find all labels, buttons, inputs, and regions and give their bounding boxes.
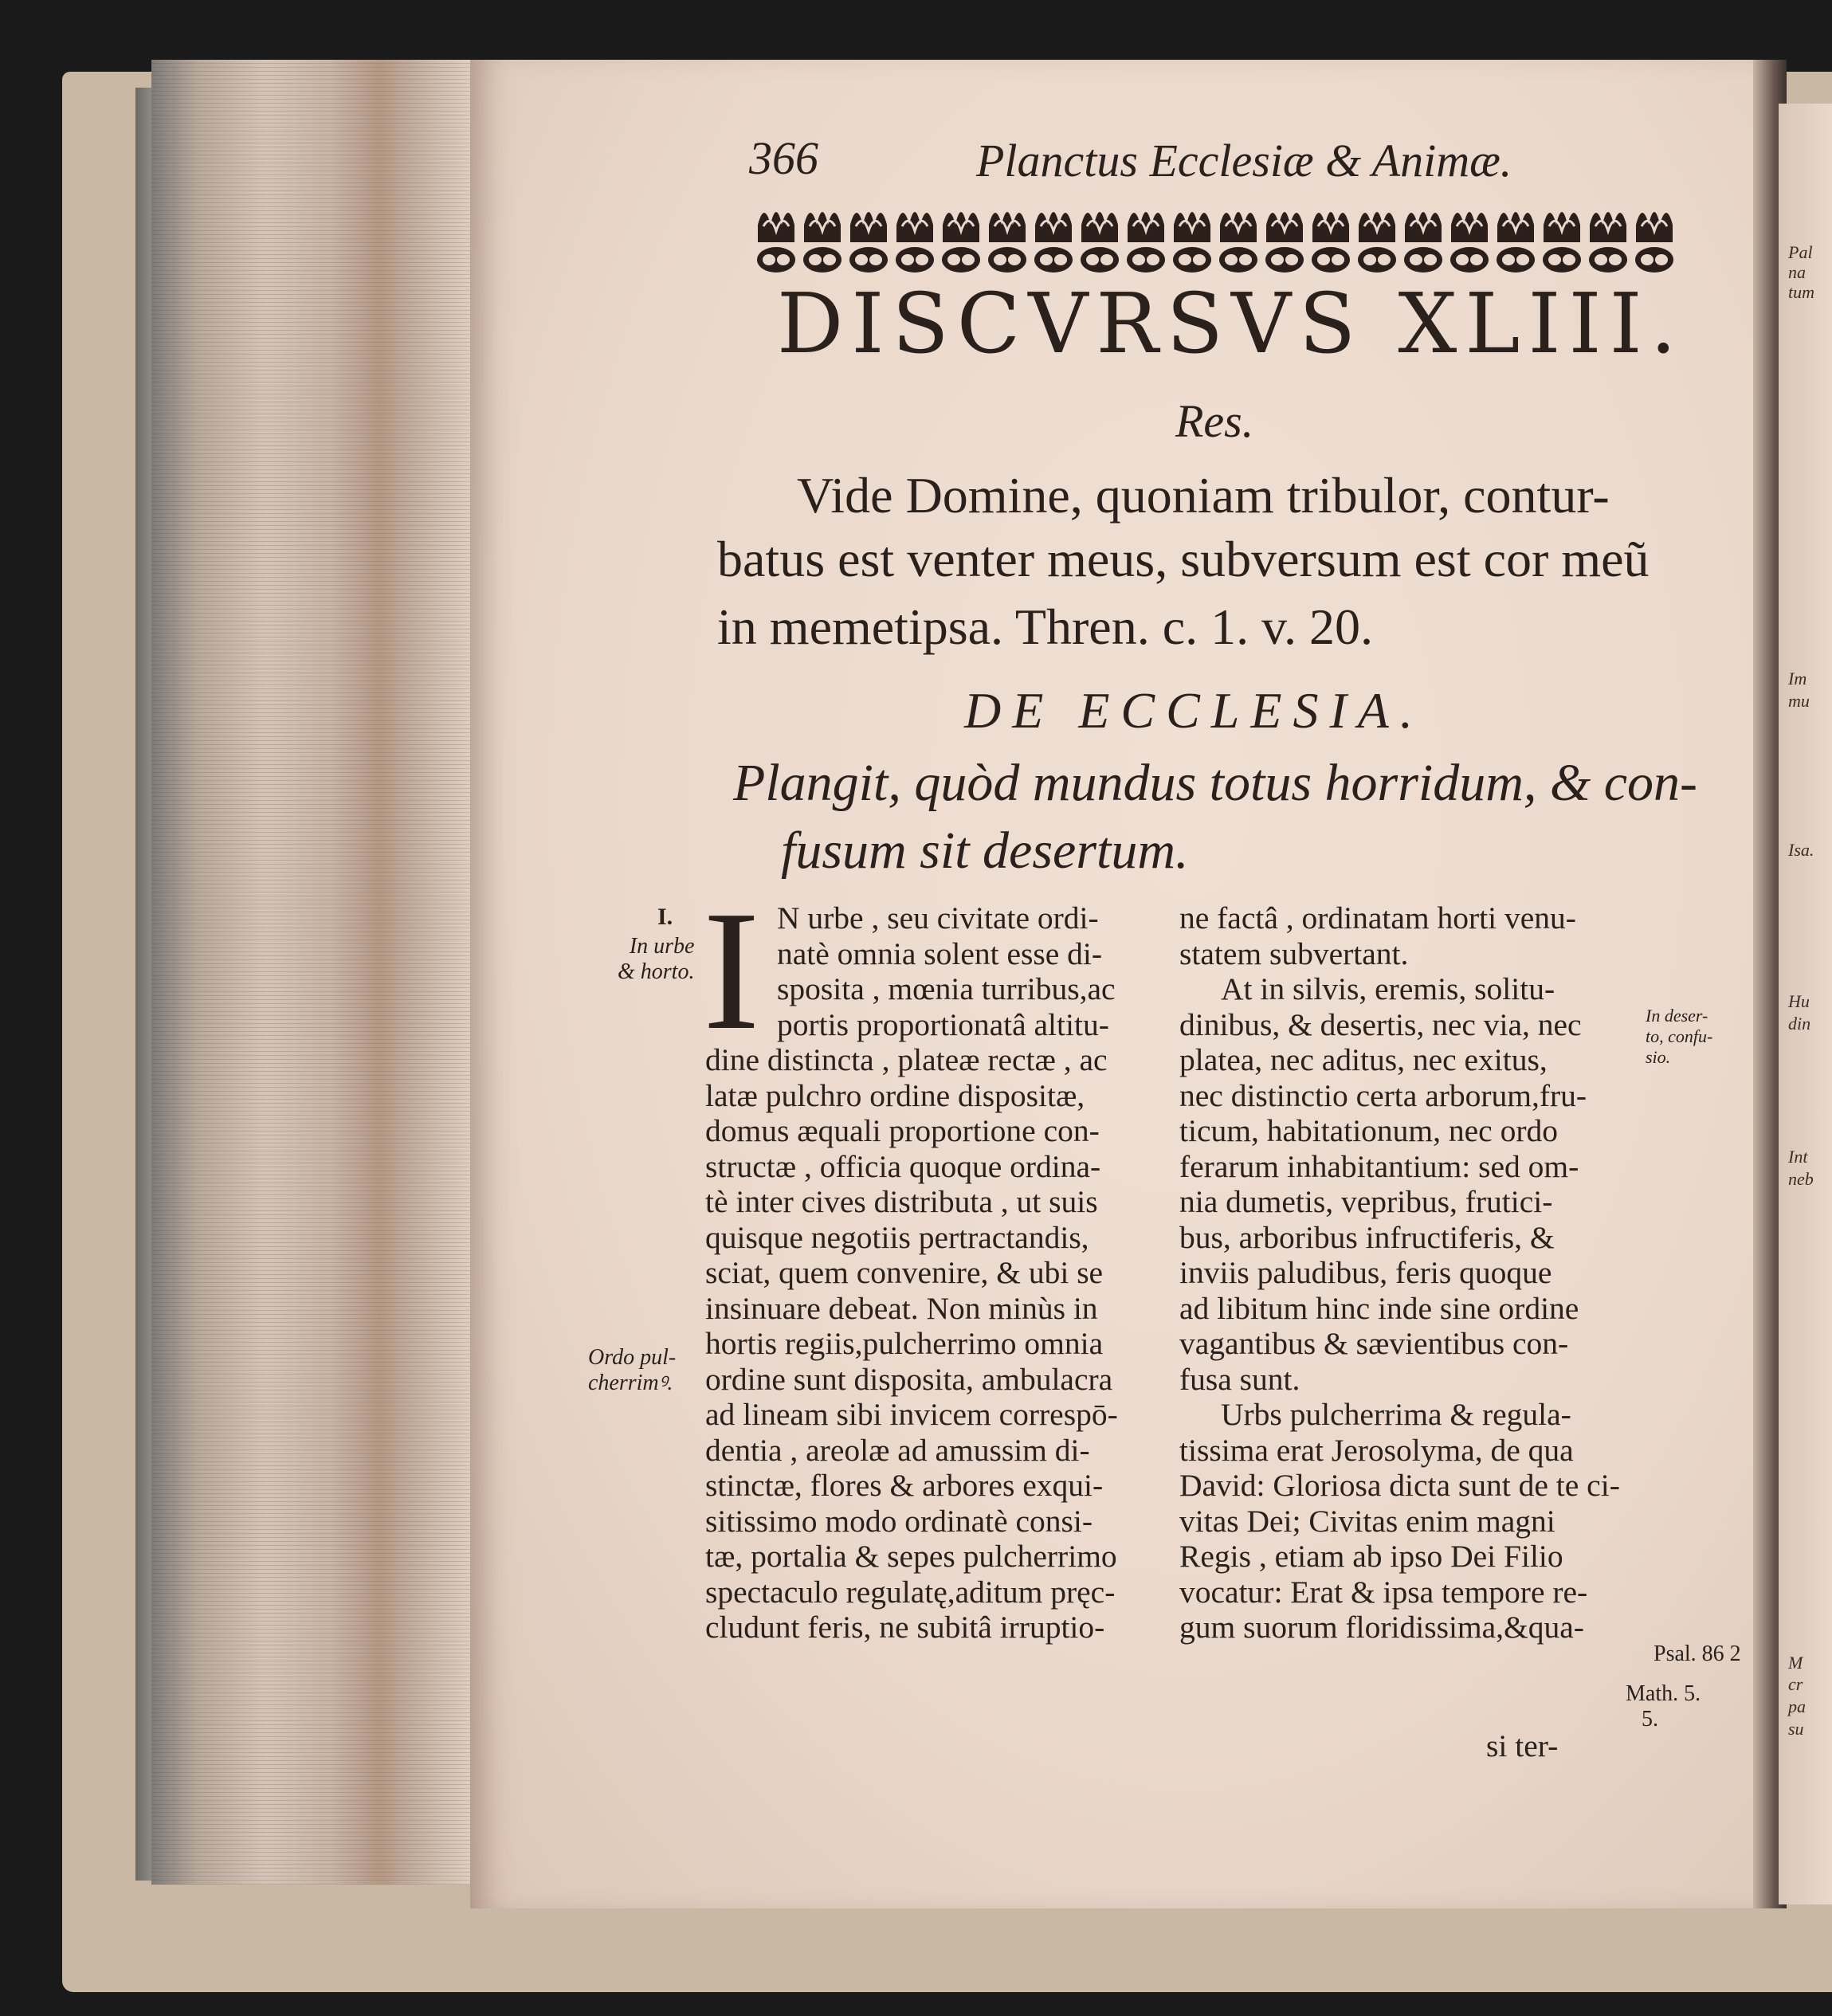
next-page-fragment: pa: [1788, 1696, 1806, 1716]
text-line: portis proportionatâ altitu-: [777, 1006, 1109, 1042]
margin-note-line: & horto.: [618, 959, 695, 984]
text-line: fusa sunt.: [1179, 1361, 1300, 1397]
margin-note-in-urbe: [618, 934, 694, 985]
text-line: gum suorum floridissima,&qua-: [1179, 1610, 1584, 1645]
text-line: dine distincta , plateæ rectæ , ac: [705, 1042, 1108, 1077]
text-line: vagantibus & sævientibus con-: [1179, 1326, 1569, 1361]
margin-note-line: sio.: [1646, 1047, 1671, 1067]
catchword: si ter-: [1486, 1728, 1559, 1763]
text-line: ticum, habitationum, nec ordo: [1179, 1113, 1558, 1148]
text-line: insinuare debeat. Non minùs in: [705, 1290, 1098, 1326]
text-line: cludunt feris, ne subitâ irruptio-: [705, 1610, 1105, 1645]
text-line: sposita , mœnia turribus,ac: [777, 971, 1116, 1006]
next-page-fragment: su: [1788, 1719, 1804, 1739]
text-line: tè inter cives distributa , ut suis: [705, 1184, 1098, 1219]
text-line: vocatur: Erat & ipsa tempore re-: [1179, 1574, 1588, 1610]
text-line: latæ pulchro ordine dispositæ,: [705, 1077, 1085, 1113]
text-line: Urbs pulcherrima & regula-: [1221, 1397, 1571, 1432]
margin-note-number: I.: [657, 904, 673, 930]
text-line: N urbe , seu civitate ordi-: [777, 900, 1099, 935]
text-line: nia dumetis, vepribus, frutici-: [1179, 1184, 1553, 1219]
next-page-fragment: Isa.: [1788, 840, 1814, 860]
verse-line: batus est venter meus, subversum est cor meũ: [717, 531, 1650, 587]
next-page-fragment: Im: [1788, 669, 1807, 688]
margin-note-line: Math. 5.: [1626, 1681, 1701, 1706]
text-line: inviis paludibus, feris quoque: [1179, 1255, 1552, 1290]
text-line: bus, arboribus infructiferis, &: [1179, 1219, 1555, 1255]
right-text-column: [1179, 900, 1620, 1645]
verse-line: in memetipsa. Thren. c. 1. v. 20.: [717, 598, 1373, 655]
text-line: ad libitum hinc inde sine ordine: [1179, 1290, 1579, 1326]
left-text-column: [703, 875, 1118, 1645]
next-page-fragment: na: [1788, 262, 1806, 282]
text-line: platea, nec aditus, nec exitus,: [1179, 1042, 1548, 1077]
next-page-fragment: neb: [1788, 1169, 1814, 1189]
page-number: 366: [749, 132, 818, 184]
text-line: stinctæ, flores & arbores exqui-: [705, 1468, 1104, 1503]
summary-line: fusum sit desertum.: [781, 822, 1189, 880]
margin-note-line: Ordo pul-: [588, 1345, 677, 1370]
section-subheading: DE ECCLESIA.: [964, 682, 1424, 739]
text-line: ordine sunt disposita, ambulacra: [705, 1361, 1113, 1397]
text-line: sitissimo modo ordinatè consi-: [705, 1503, 1093, 1539]
verse-line: Vide Domine, quoniam tribulor, contur-: [797, 467, 1610, 524]
text-line: tissima erat Jerosolyma, de qua: [1179, 1432, 1574, 1468]
next-page-fragment: Int: [1788, 1147, 1808, 1167]
margin-note-matthew: [1626, 1681, 1701, 1732]
next-page-fragment: Pal: [1788, 242, 1813, 262]
margin-note-line: 5.: [1642, 1707, 1658, 1732]
text-line: domus æquali proportione con-: [705, 1113, 1100, 1148]
text-line: ne factâ , ordinatam horti venu-: [1179, 900, 1576, 935]
next-page-fragment: mu: [1788, 691, 1810, 711]
margin-note-in-deserto: [1646, 1006, 1712, 1068]
text-line: ferarum inhabitantium: sed om-: [1179, 1148, 1579, 1184]
margin-note-line: to, confu-: [1646, 1026, 1713, 1046]
text-line: spectaculo regulatę,aditum pręc-: [705, 1574, 1116, 1610]
text-line: structæ , officia quoque ordina-: [705, 1148, 1101, 1184]
text-line: vitas Dei; Civitas enim magni: [1179, 1503, 1555, 1539]
text-line: natè omnia solent esse di-: [777, 935, 1103, 971]
text-line: At in silvis, eremis, solitu-: [1221, 971, 1555, 1006]
running-title: Planctus Ecclesiæ & Animæ.: [976, 135, 1512, 186]
next-page-fragment: din: [1788, 1014, 1811, 1033]
ornament-band: [753, 193, 1681, 280]
text-line: dinibus, & desertis, nec via, nec: [1179, 1006, 1582, 1042]
text-line: dentia , areolæ ad amussim di-: [705, 1432, 1090, 1468]
drop-cap: I: [703, 875, 760, 1065]
discourse-heading: DISCVRSVS XLIII.: [777, 275, 1685, 372]
text-line: David: Gloriosa dicta sunt de te ci-: [1179, 1468, 1620, 1503]
text-line: sciat, quem convenire, & ubi se: [705, 1255, 1104, 1290]
next-page-fragment: M: [1788, 1653, 1803, 1673]
margin-note-line: In urbe: [629, 934, 695, 959]
margin-note-psalm: Psal. 86 2: [1654, 1641, 1741, 1666]
res-label: Res.: [1175, 395, 1254, 447]
text-line: ad lineam sibi invicem correspō-: [705, 1397, 1118, 1432]
next-page-strip: [1779, 104, 1832, 1904]
text-line: tæ, portalia & sepes pulcherrimo: [705, 1539, 1117, 1574]
text-line: quisque negotiis pertractandis,: [705, 1219, 1089, 1255]
text-line: nec distinctio certa arborum,fru-: [1179, 1077, 1587, 1113]
text-line: statem subvertant.: [1179, 935, 1409, 971]
margin-note-line: cherrimꝰ.: [588, 1371, 673, 1395]
text-line: hortis regiis,pulcherrimo omnia: [705, 1326, 1104, 1361]
next-page-fragment: tum: [1788, 282, 1814, 302]
text-line: Regis , etiam ab ipso Dei Filio: [1179, 1539, 1563, 1574]
page-edges: [151, 60, 478, 1885]
next-page-fragment: Hu: [1788, 991, 1810, 1011]
margin-note-ordo: [588, 1345, 676, 1396]
margin-note-line: In deser-: [1646, 1006, 1708, 1026]
next-page-fragment: cr: [1788, 1674, 1803, 1694]
summary-line: Plangit, quòd mundus totus horridum, & con-: [733, 754, 1698, 812]
